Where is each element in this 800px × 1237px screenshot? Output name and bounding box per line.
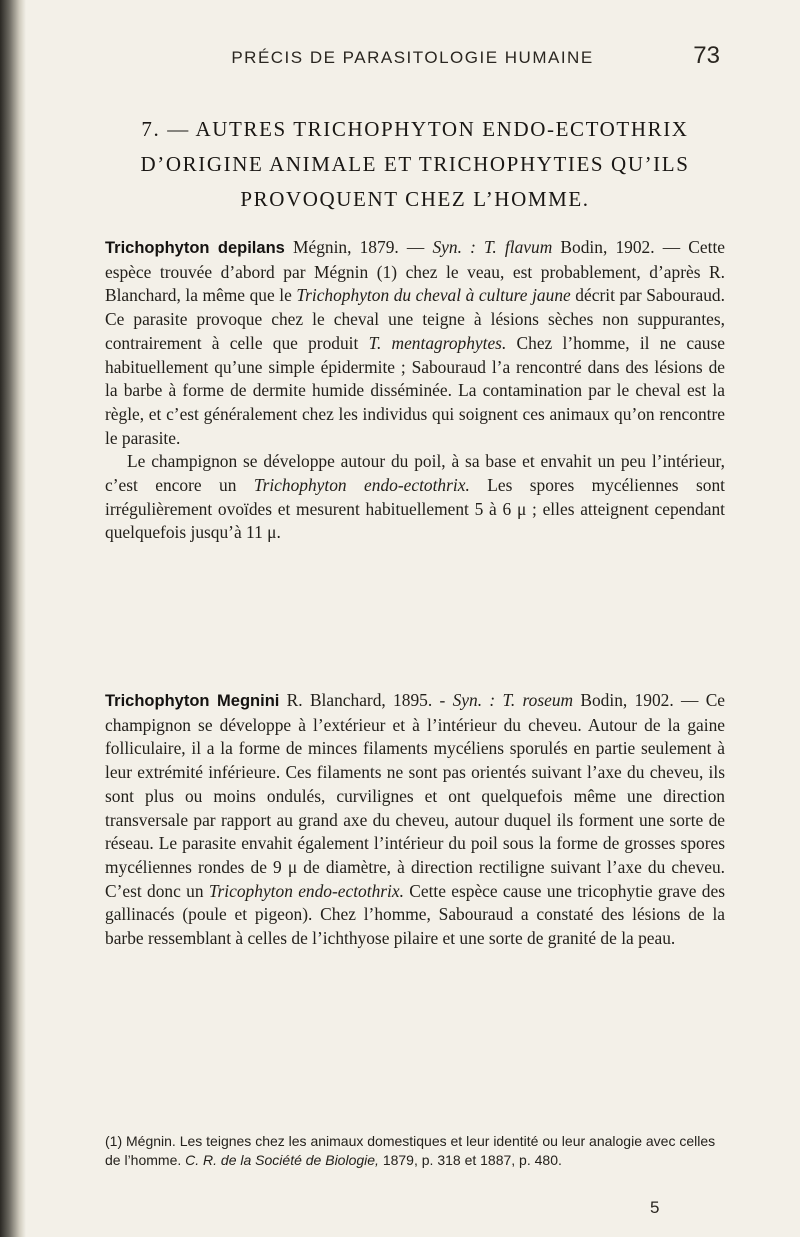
synonym: Syn. : T. flavum xyxy=(432,237,553,257)
paragraph: Trichophyton depilans Mégnin, 1879. — Syn. : T. flavum Bodin, 1902. — Cette espèce trouvée d’abord par Mégnin (1) chez le veau, est probablement, d’après R. Blanchard, la même que le Trichophyton du cheval à culture jaune décrit par Sabouraud. Ce parasite provoque chez le cheval une teigne à lésions sèches non suppurantes, contrairement à celle que produit T. mentagrophytes. Chez l’homme, il ne cause habituellement qu’une simple épidermite ; Sabouraud l’a rencontré dans des lésions de la barbe à forme de dermite humide disséminée. La contamination par le cheval est la règle, et c’est généralement chez les individus qui soignent ces animaux qu’on rencontre le parasite. xyxy=(105,237,726,448)
paragraph: Trichophyton Megnini R. Blanchard, 1895. - Syn. : T. roseum Bodin, 1902. — Ce champignon se développe à l’extérieur et à l’intérieur du cheveu. Autour de la gaine folliculaire, il a la forme de minces filaments mycéliens sporulés en partie seulement à leur extrémité inférieure. Ces filaments ne sont pas orientés suivant l’axe du cheveu, ils sont plus ou moins ondulés, curvilignes et ont quelquefois même une direction transversale par rapport au grand axe du cheveu, autour duquel ils forment une sorte de réseau. Le parasite envahit également l’intérieur du poil sous la forme de grosses spores mycéliennes rondes de 9 μ de diamètre, à direction rectiligne suivant l’axe du cheveu. C’est donc un Tricophyton endo-ectothrix. Cette espèce cause une tricophytie grave des gallinacés (poule et pigeon). Chez l’homme, Sabouraud a constaté des lésions de la barbe ressemblant à celles de l’ichthyose pilaire et une sorte de granité de la peau. xyxy=(105,690,726,949)
species-name: Trichophyton Megnini xyxy=(105,692,280,710)
running-head xyxy=(105,40,720,70)
section-title xyxy=(105,112,725,217)
entry-trichophyton-depilans xyxy=(105,236,725,545)
page-binding-edge xyxy=(0,0,26,1237)
synonym: Syn. : T. roseum xyxy=(452,690,574,710)
footnote: (1) Mégnin. Les teignes chez les animaux domestiques et leur identité ou leur analogie avec celles de l’homme. C. R. de la Société de Biologie, 1879, p. 318 et 1887, p. 480. xyxy=(105,1133,716,1168)
paragraph: Le champignon se développe autour du poil, à sa base et envahit un peu l’intérieur, c’est encore un Trichophyton endo-ectothrix. Les spores mycéliennes sont irrégulièrement ovoïdes et mesurent habituellement 5 à 6 μ ; elles atteignent cependant quelquefois jusqu’à 11 μ. xyxy=(105,451,725,543)
section-title-line: D’ORIGINE ANIMALE ET TRICHOPHYTIES QU’ILS xyxy=(140,152,690,176)
species-name: Trichophyton depilans xyxy=(105,239,285,257)
entry-trichophyton-megnini xyxy=(105,689,725,951)
section-title-line: PROVOQUENT CHEZ L’HOMME. xyxy=(240,187,590,211)
page-number: 73 xyxy=(693,42,720,69)
signature-mark: 5 xyxy=(650,1198,660,1217)
section-title-line: 7. — AUTRES TRICHOPHYTON ENDO-ECTOTHRIX xyxy=(141,117,689,141)
running-title: PRÉCIS DE PARASITOLOGIE HUMAINE xyxy=(231,48,594,67)
